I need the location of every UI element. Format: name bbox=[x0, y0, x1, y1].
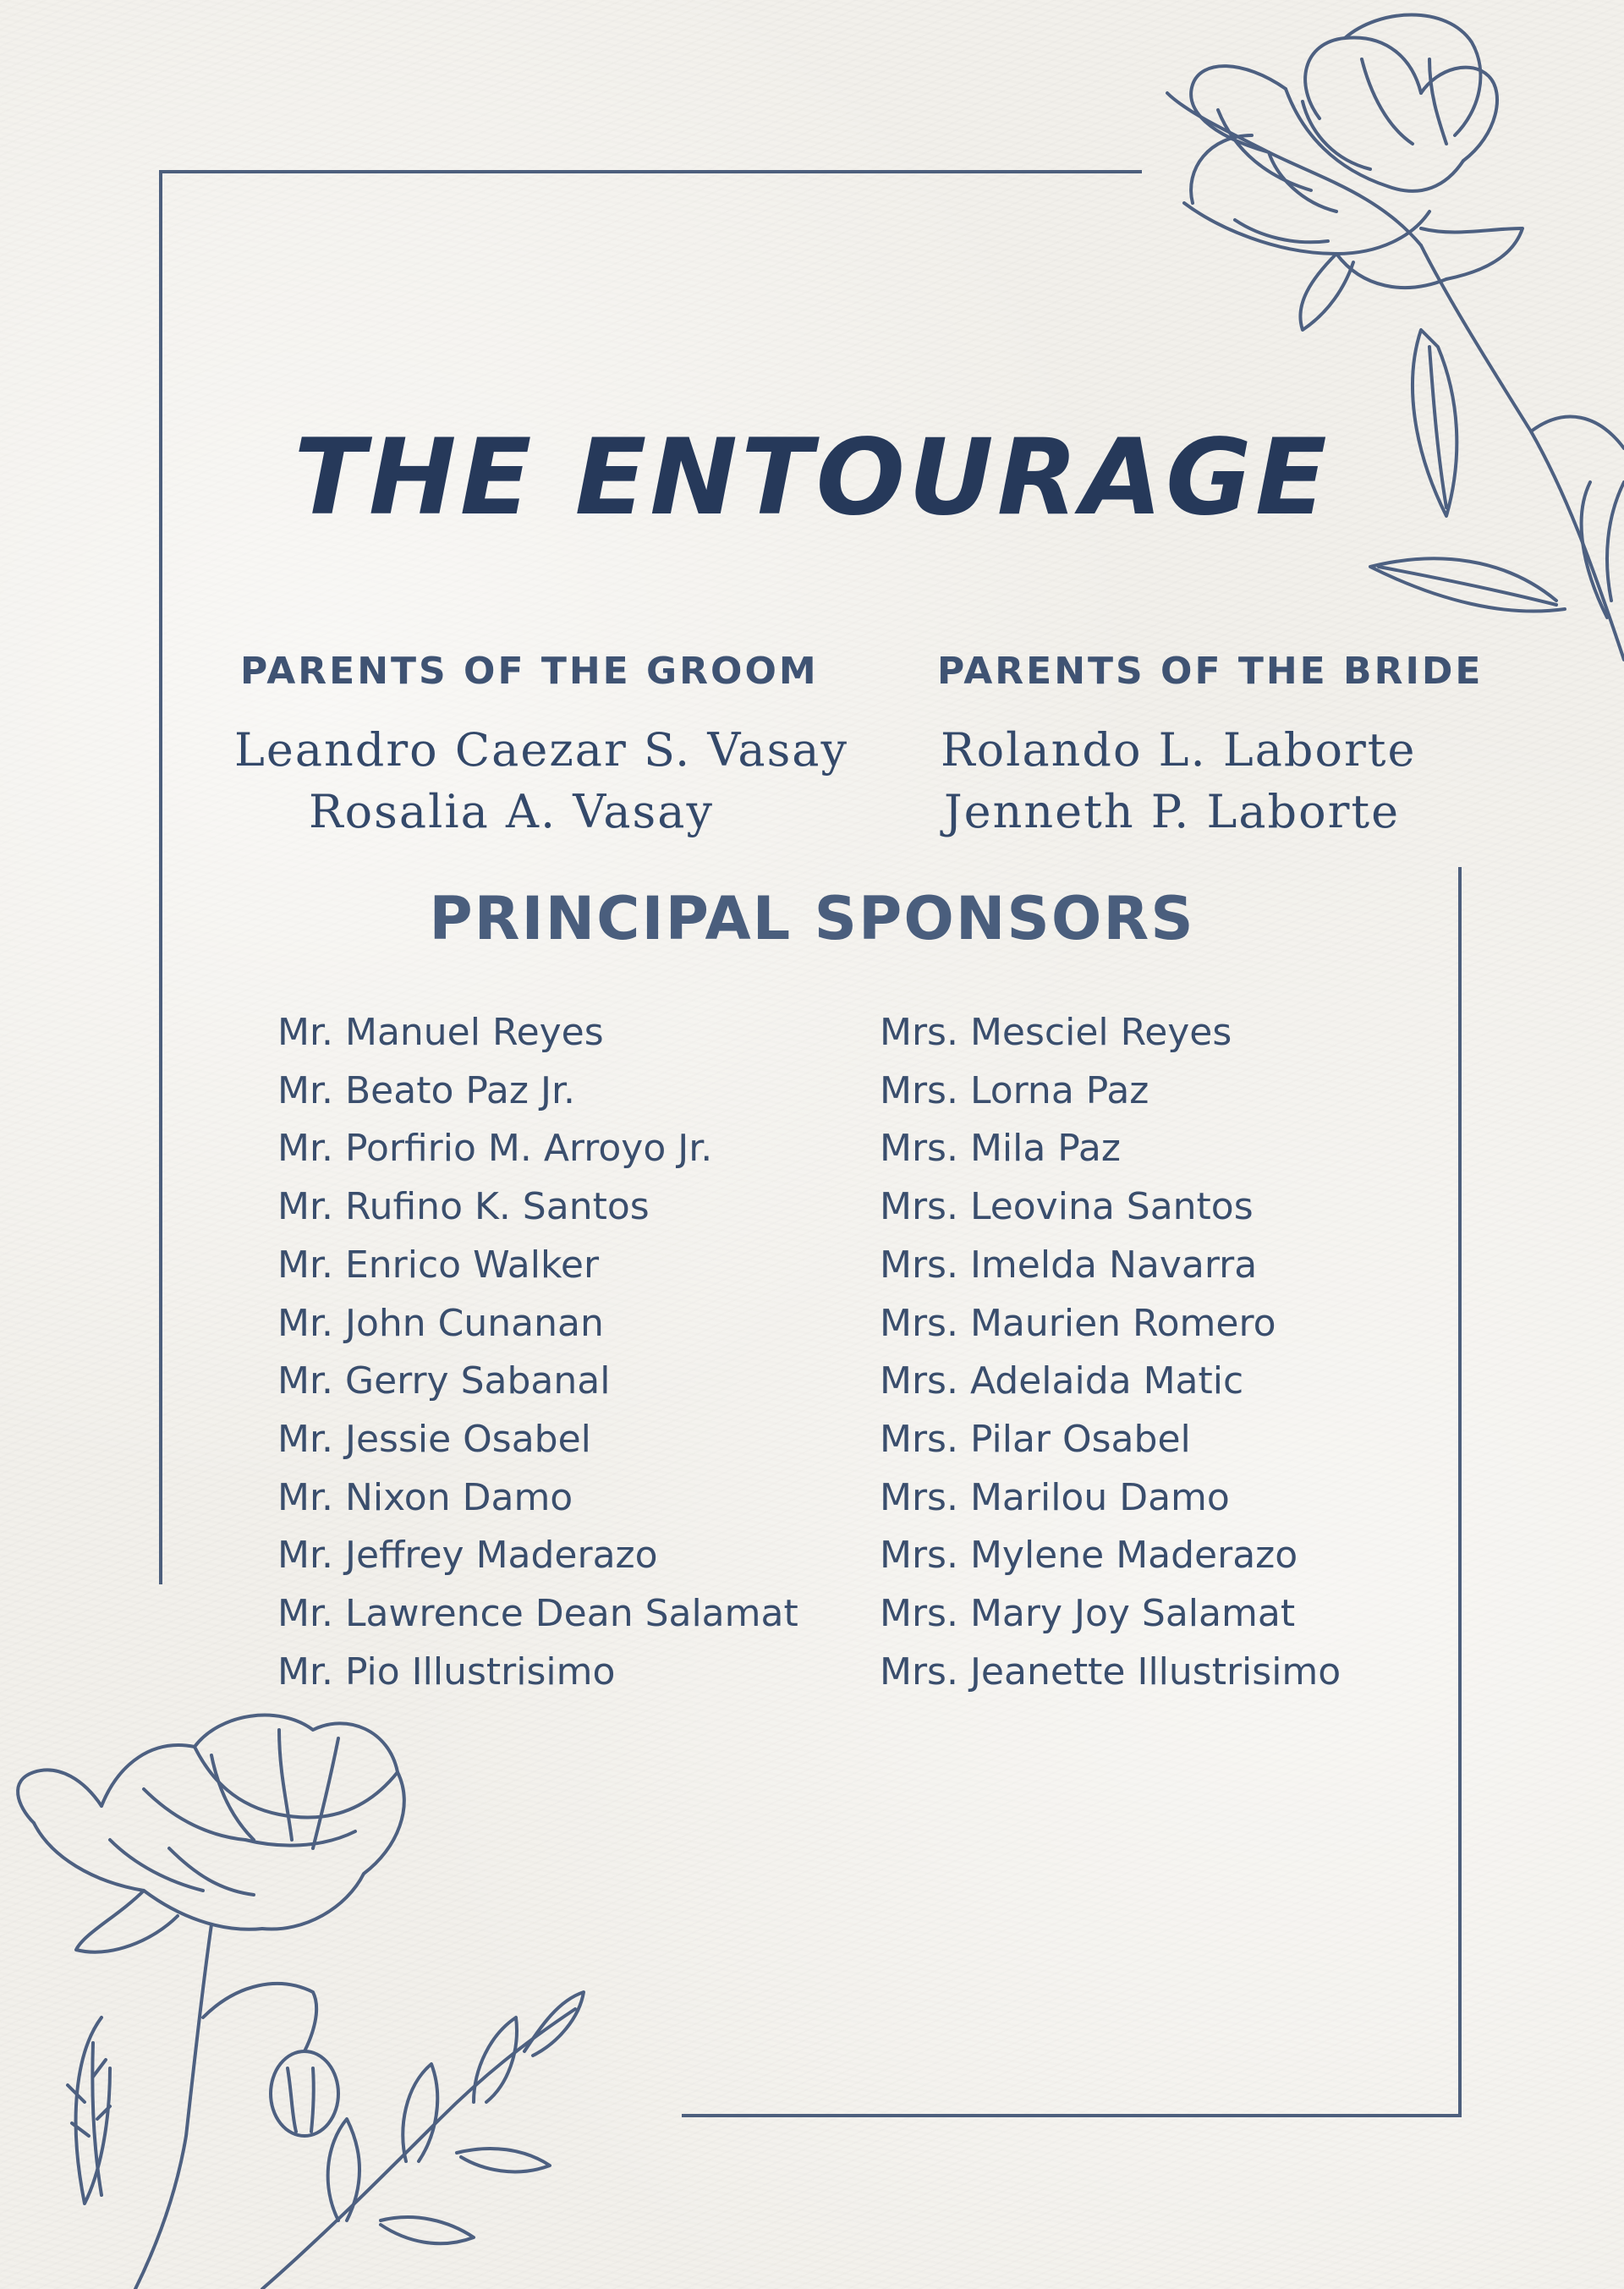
list-item: Mrs. Mila Paz bbox=[880, 1127, 1121, 1171]
list-item: Mr. Beato Paz Jr. bbox=[277, 1068, 575, 1112]
frame-bottom-line bbox=[682, 2114, 1462, 2117]
principal-sponsors-heading: PRINCIPAL SPONSORS bbox=[429, 884, 1195, 953]
list-item: Mrs. Jeanette Illustrisimo bbox=[880, 1650, 1341, 1693]
page-title: THE ENTOURAGE bbox=[294, 417, 1330, 539]
list-item: Mrs. Lorna Paz bbox=[880, 1068, 1149, 1112]
list-item: Mr. Lawrence Dean Salamat bbox=[277, 1592, 798, 1636]
list-item: Mr. John Cunanan bbox=[277, 1301, 604, 1345]
groom-father-name: Leandro Caezar S. Vasay bbox=[234, 723, 848, 777]
list-item: Mrs. Maurien Romero bbox=[880, 1301, 1276, 1345]
list-item: Mrs. Mesciel Reyes bbox=[880, 1011, 1232, 1054]
list-item: Mr. Jeffrey Maderazo bbox=[277, 1534, 658, 1578]
list-item: Mr. Enrico Walker bbox=[277, 1243, 600, 1287]
frame-top-line bbox=[159, 170, 1142, 173]
sponsors-women-list bbox=[880, 1004, 1341, 1701]
list-item: Mr. Porfirio M. Arroyo Jr. bbox=[277, 1127, 713, 1171]
sponsors-men-list bbox=[277, 1004, 798, 1701]
list-item: Mrs. Leovina Santos bbox=[880, 1185, 1254, 1229]
list-item: Mrs. Mylene Maderazo bbox=[880, 1534, 1298, 1578]
frame-left-line bbox=[159, 170, 162, 1584]
flower-illustration-icon bbox=[0, 1679, 609, 2289]
list-item: Mrs. Mary Joy Salamat bbox=[880, 1592, 1296, 1636]
list-item: Mr. Nixon Damo bbox=[277, 1475, 573, 1519]
flower-illustration-icon bbox=[1167, 8, 1624, 711]
list-item: Mr. Rufino K. Santos bbox=[277, 1185, 650, 1229]
list-item: Mrs. Marilou Damo bbox=[880, 1475, 1230, 1519]
list-item: Mrs. Imelda Navarra bbox=[880, 1243, 1258, 1287]
bride-mother-name: Jenneth P. Laborte bbox=[944, 785, 1401, 838]
list-item: Mrs. Adelaida Matic bbox=[880, 1359, 1244, 1403]
bride-parents-heading: PARENTS OF THE BRIDE bbox=[937, 650, 1484, 693]
groom-mother-name: Rosalia A. Vasay bbox=[309, 785, 714, 838]
list-item: Mr. Jessie Osabel bbox=[277, 1417, 591, 1461]
groom-parents-heading: PARENTS OF THE GROOM bbox=[240, 650, 819, 693]
list-item: Mr. Pio Illustrisimo bbox=[277, 1650, 616, 1693]
list-item: Mr. Manuel Reyes bbox=[277, 1011, 604, 1054]
list-item: Mr. Gerry Sabanal bbox=[277, 1359, 611, 1403]
bride-father-name: Rolando L. Laborte bbox=[941, 723, 1417, 777]
list-item: Mrs. Pilar Osabel bbox=[880, 1417, 1191, 1461]
frame-right-line bbox=[1458, 867, 1462, 2117]
